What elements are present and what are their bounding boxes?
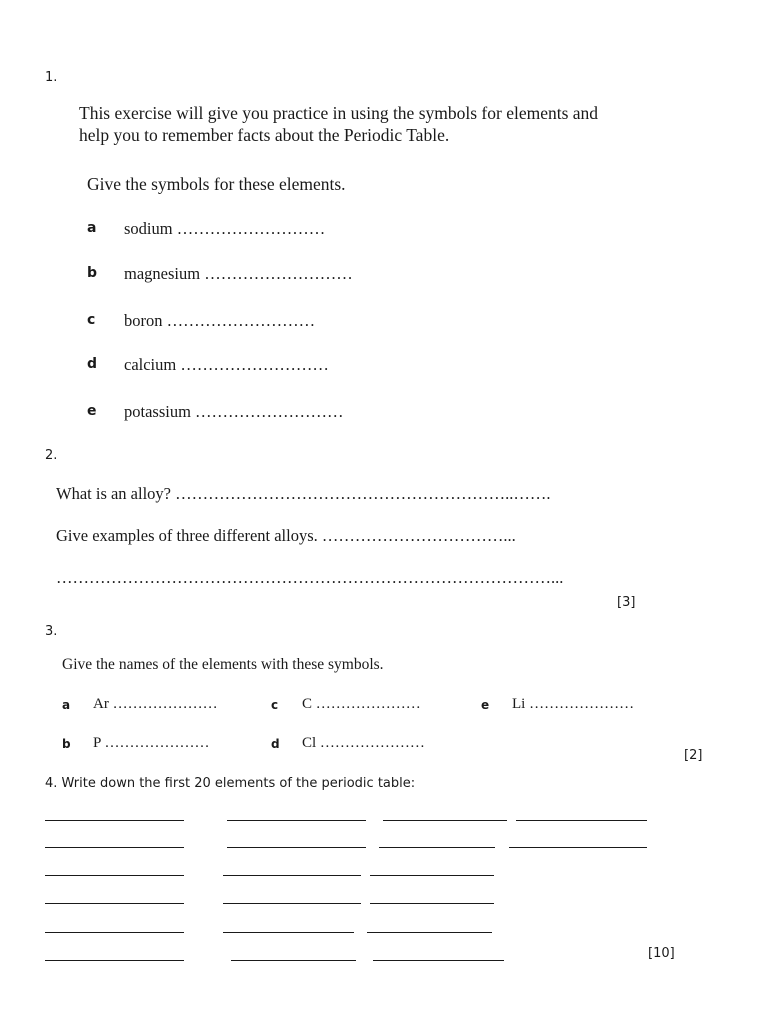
q3-marks: [2] xyxy=(684,748,703,763)
answer-line[interactable] xyxy=(45,875,184,876)
answer-line[interactable] xyxy=(45,903,184,904)
q3-item-b-text: P ………………… xyxy=(93,735,210,751)
answer-line[interactable] xyxy=(223,932,354,933)
q4-marks: [10] xyxy=(648,946,675,961)
q2-answer-line: ………………………………………………………………………………... xyxy=(56,568,564,587)
q1-item-d-text: calcium ……………………… xyxy=(124,355,329,374)
answer-line[interactable] xyxy=(383,820,507,821)
q2-examples-question: Give examples of three different alloys. ……………………………... xyxy=(56,526,516,545)
answer-line[interactable] xyxy=(227,847,366,848)
q1-item-a-label: a xyxy=(87,220,97,236)
q1-instruction: Give the symbols for these elements. xyxy=(87,174,346,194)
question-2-number: 2. xyxy=(45,448,58,463)
q3-item-c-text: C ………………… xyxy=(302,696,421,712)
answer-line[interactable] xyxy=(370,903,494,904)
q2-alloy-question: What is an alloy? ……………………………………………………..……. xyxy=(56,484,551,503)
q3-instruction: Give the names of the elements with these symbols. xyxy=(62,656,384,673)
q3-item-d-text: Cl ………………… xyxy=(302,735,425,751)
answer-line[interactable] xyxy=(516,820,647,821)
q3-item-d-label: d xyxy=(271,737,280,751)
q1-item-d-label: d xyxy=(87,356,98,372)
q1-item-a-text: sodium ……………………… xyxy=(124,219,326,238)
q3-item-a-label: a xyxy=(62,698,71,712)
q4-prompt: 4. Write down the first 20 elements of the periodic table: xyxy=(45,776,416,791)
q3-item-e-label: e xyxy=(481,698,490,712)
answer-line[interactable] xyxy=(367,932,492,933)
q1-item-b-label: b xyxy=(87,265,98,281)
q1-item-e-label: e xyxy=(87,403,97,419)
answer-line[interactable] xyxy=(370,875,494,876)
q1-item-c-label: c xyxy=(87,312,96,328)
q3-item-e-text: Li ………………… xyxy=(512,696,635,712)
answer-line[interactable] xyxy=(45,820,184,821)
q2-marks: [3] xyxy=(617,595,636,610)
q3-item-c-label: c xyxy=(271,698,279,712)
question-3-number: 3. xyxy=(45,624,58,639)
q3-item-a-text: Ar ………………… xyxy=(93,696,218,712)
q1-intro-line-1: This exercise will give you practice in using the symbols for elements and xyxy=(79,103,599,123)
answer-line[interactable] xyxy=(45,932,184,933)
q1-item-e-text: potassium ……………………… xyxy=(124,402,344,421)
question-1-number: 1. xyxy=(45,70,58,85)
answer-line[interactable] xyxy=(223,903,361,904)
answer-line[interactable] xyxy=(373,960,504,961)
answer-line[interactable] xyxy=(227,820,366,821)
answer-line[interactable] xyxy=(45,960,184,961)
answer-line[interactable] xyxy=(223,875,361,876)
q1-intro-line-2: help you to remember facts about the Periodic Table. xyxy=(79,125,450,145)
q1-item-b-text: magnesium ……………………… xyxy=(124,264,353,283)
answer-line[interactable] xyxy=(509,847,647,848)
answer-line[interactable] xyxy=(231,960,356,961)
q1-item-c-text: boron ……………………… xyxy=(124,311,316,330)
answer-line[interactable] xyxy=(379,847,495,848)
answer-line[interactable] xyxy=(45,847,184,848)
q3-item-b-label: b xyxy=(62,737,71,751)
